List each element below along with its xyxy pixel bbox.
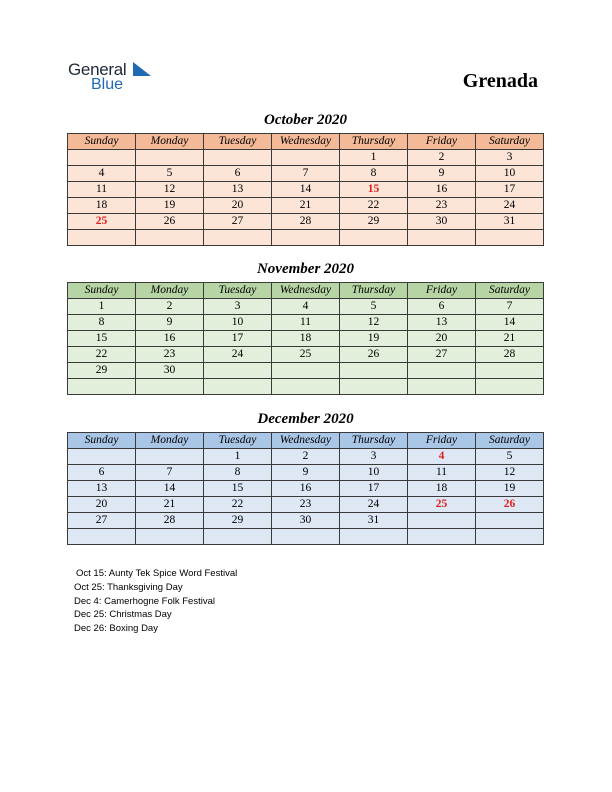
weekday-header-row xyxy=(68,433,544,449)
day-cell: 3 xyxy=(476,150,544,166)
month-title-december: December 2020 xyxy=(257,411,354,427)
weekday-header: Friday xyxy=(408,134,476,150)
weekday-header: Saturday xyxy=(476,134,544,150)
day-cell: 19 xyxy=(340,331,408,347)
day-cell xyxy=(340,230,408,246)
brand-word-blue: Blue xyxy=(91,76,124,93)
weekday-header: Sunday xyxy=(68,433,136,449)
day-cell: 18 xyxy=(272,331,340,347)
day-cell: 24 xyxy=(204,347,272,363)
weekday-header: Thursday xyxy=(340,433,408,449)
day-cell xyxy=(272,150,340,166)
day-cell: 23 xyxy=(408,198,476,214)
holiday-note: Dec 25: Christmas Day xyxy=(74,609,172,621)
day-cell: 14 xyxy=(272,182,340,198)
weekday-header: Monday xyxy=(136,134,204,150)
day-cell xyxy=(408,363,476,379)
day-cell: 17 xyxy=(476,182,544,198)
weekday-header: Sunday xyxy=(68,283,136,299)
day-cell: 29 xyxy=(68,363,136,379)
day-cell xyxy=(136,150,204,166)
day-cell: 29 xyxy=(204,513,272,529)
week-row xyxy=(68,230,544,246)
day-cell: 31 xyxy=(340,513,408,529)
holiday-day-cell: 15 xyxy=(340,182,408,198)
day-cell: 21 xyxy=(476,331,544,347)
day-cell: 20 xyxy=(204,198,272,214)
brand-triangle-icon xyxy=(133,62,153,80)
weekday-header: Wednesday xyxy=(272,283,340,299)
day-cell: 13 xyxy=(204,182,272,198)
day-cell: 31 xyxy=(476,214,544,230)
calendar-november xyxy=(67,282,544,395)
country-title: Grenada xyxy=(462,70,538,92)
day-cell: 5 xyxy=(136,166,204,182)
day-cell: 28 xyxy=(136,513,204,529)
day-cell xyxy=(136,529,204,545)
day-cell: 8 xyxy=(340,166,408,182)
day-cell xyxy=(476,363,544,379)
day-cell xyxy=(68,529,136,545)
day-cell: 7 xyxy=(136,465,204,481)
holiday-note: Dec 26: Boxing Day xyxy=(74,623,158,635)
day-cell: 30 xyxy=(136,363,204,379)
day-cell: 1 xyxy=(68,299,136,315)
day-cell: 4 xyxy=(272,299,340,315)
day-cell: 26 xyxy=(136,214,204,230)
day-cell: 12 xyxy=(340,315,408,331)
weekday-header: Friday xyxy=(408,433,476,449)
day-cell xyxy=(408,529,476,545)
day-cell: 28 xyxy=(476,347,544,363)
calendar-december xyxy=(67,432,544,545)
day-cell: 28 xyxy=(272,214,340,230)
day-cell: 26 xyxy=(340,347,408,363)
day-cell xyxy=(68,449,136,465)
day-cell xyxy=(408,230,476,246)
weekday-header: Saturday xyxy=(476,433,544,449)
day-cell: 3 xyxy=(204,299,272,315)
day-cell: 22 xyxy=(68,347,136,363)
day-cell: 11 xyxy=(272,315,340,331)
week-row xyxy=(68,465,544,481)
month-title-october: October 2020 xyxy=(264,112,347,128)
day-cell: 11 xyxy=(68,182,136,198)
holiday-note: Dec 4: Camerhogne Folk Festival xyxy=(74,595,215,607)
holiday-notes xyxy=(74,567,237,636)
day-cell xyxy=(272,529,340,545)
day-cell xyxy=(340,379,408,395)
day-cell: 9 xyxy=(408,166,476,182)
day-cell: 6 xyxy=(204,166,272,182)
day-cell: 8 xyxy=(68,315,136,331)
weekday-header: Saturday xyxy=(476,283,544,299)
day-cell: 1 xyxy=(340,150,408,166)
day-cell: 10 xyxy=(204,315,272,331)
day-cell: 16 xyxy=(272,481,340,497)
day-cell: 10 xyxy=(340,465,408,481)
calendar-october xyxy=(67,133,544,246)
week-row xyxy=(68,166,544,182)
day-cell: 24 xyxy=(340,497,408,513)
day-cell xyxy=(272,363,340,379)
day-cell: 22 xyxy=(204,497,272,513)
day-cell xyxy=(204,529,272,545)
week-row xyxy=(68,497,544,513)
weekday-header: Friday xyxy=(408,283,476,299)
week-row xyxy=(68,331,544,347)
week-row xyxy=(68,214,544,230)
day-cell xyxy=(68,379,136,395)
day-cell: 30 xyxy=(272,513,340,529)
day-cell: 20 xyxy=(408,331,476,347)
week-row xyxy=(68,481,544,497)
day-cell: 3 xyxy=(340,449,408,465)
day-cell: 27 xyxy=(68,513,136,529)
week-row xyxy=(68,198,544,214)
day-cell: 14 xyxy=(136,481,204,497)
day-cell: 13 xyxy=(408,315,476,331)
holiday-note: Oct 15: Aunty Tek Spice Word Festival xyxy=(76,568,238,579)
day-cell: 27 xyxy=(204,214,272,230)
day-cell xyxy=(204,363,272,379)
day-cell xyxy=(68,150,136,166)
day-cell xyxy=(136,230,204,246)
day-cell xyxy=(204,379,272,395)
holiday-day-cell: 25 xyxy=(408,497,476,513)
day-cell: 17 xyxy=(204,331,272,347)
month-title-november: November 2020 xyxy=(256,261,355,277)
weekday-header: Thursday xyxy=(340,283,408,299)
day-cell: 13 xyxy=(68,481,136,497)
day-cell: 4 xyxy=(68,166,136,182)
weekday-header: Thursday xyxy=(340,134,408,150)
week-row xyxy=(68,363,544,379)
day-cell: 16 xyxy=(136,331,204,347)
weekday-header: Wednesday xyxy=(272,134,340,150)
week-row xyxy=(68,182,544,198)
week-row xyxy=(68,150,544,166)
day-cell: 30 xyxy=(408,214,476,230)
day-cell xyxy=(340,529,408,545)
day-cell xyxy=(272,230,340,246)
day-cell: 12 xyxy=(136,182,204,198)
day-cell: 5 xyxy=(340,299,408,315)
day-cell: 19 xyxy=(476,481,544,497)
day-cell: 5 xyxy=(476,449,544,465)
day-cell: 12 xyxy=(476,465,544,481)
day-cell: 9 xyxy=(136,315,204,331)
day-cell: 24 xyxy=(476,198,544,214)
day-cell: 19 xyxy=(136,198,204,214)
day-cell: 14 xyxy=(476,315,544,331)
weekday-header: Tuesday xyxy=(204,283,272,299)
day-cell: 27 xyxy=(408,347,476,363)
weekday-header: Sunday xyxy=(68,134,136,150)
day-cell: 6 xyxy=(68,465,136,481)
day-cell: 2 xyxy=(408,150,476,166)
day-cell xyxy=(272,379,340,395)
day-cell: 1 xyxy=(204,449,272,465)
day-cell: 9 xyxy=(272,465,340,481)
day-cell: 7 xyxy=(272,166,340,182)
week-row xyxy=(68,529,544,545)
day-cell: 2 xyxy=(136,299,204,315)
weekday-header: Tuesday xyxy=(204,134,272,150)
day-cell: 20 xyxy=(68,497,136,513)
week-row xyxy=(68,449,544,465)
day-cell: 21 xyxy=(272,198,340,214)
day-cell: 23 xyxy=(272,497,340,513)
week-row xyxy=(68,347,544,363)
day-cell: 8 xyxy=(204,465,272,481)
day-cell: 2 xyxy=(272,449,340,465)
holiday-day-cell: 25 xyxy=(68,214,136,230)
day-cell: 25 xyxy=(272,347,340,363)
week-row xyxy=(68,513,544,529)
weekday-header-row xyxy=(68,134,544,150)
day-cell: 7 xyxy=(476,299,544,315)
week-row xyxy=(68,315,544,331)
day-cell: 15 xyxy=(204,481,272,497)
day-cell xyxy=(408,513,476,529)
day-cell: 6 xyxy=(408,299,476,315)
holiday-day-cell: 26 xyxy=(476,497,544,513)
day-cell: 21 xyxy=(136,497,204,513)
day-cell xyxy=(476,513,544,529)
day-cell: 23 xyxy=(136,347,204,363)
weekday-header: Tuesday xyxy=(204,433,272,449)
day-cell xyxy=(204,150,272,166)
week-row xyxy=(68,379,544,395)
day-cell xyxy=(136,379,204,395)
weekday-header: Monday xyxy=(136,283,204,299)
day-cell: 16 xyxy=(408,182,476,198)
week-row xyxy=(68,299,544,315)
day-cell: 29 xyxy=(340,214,408,230)
day-cell: 17 xyxy=(340,481,408,497)
weekday-header: Monday xyxy=(136,433,204,449)
day-cell: 15 xyxy=(68,331,136,347)
weekday-header: Wednesday xyxy=(272,433,340,449)
day-cell: 18 xyxy=(408,481,476,497)
day-cell: 11 xyxy=(408,465,476,481)
day-cell xyxy=(204,230,272,246)
holiday-note: Oct 25: Thanksgiving Day xyxy=(74,581,183,593)
day-cell xyxy=(340,363,408,379)
day-cell xyxy=(68,230,136,246)
brand-logo xyxy=(68,60,168,100)
day-cell: 10 xyxy=(476,166,544,182)
day-cell: 22 xyxy=(340,198,408,214)
day-cell xyxy=(408,379,476,395)
day-cell xyxy=(476,379,544,395)
day-cell: 18 xyxy=(68,198,136,214)
day-cell xyxy=(476,230,544,246)
brand-word-general: General xyxy=(68,60,127,79)
day-cell xyxy=(136,449,204,465)
weekday-header-row xyxy=(68,283,544,299)
day-cell xyxy=(476,529,544,545)
holiday-day-cell: 4 xyxy=(408,449,476,465)
